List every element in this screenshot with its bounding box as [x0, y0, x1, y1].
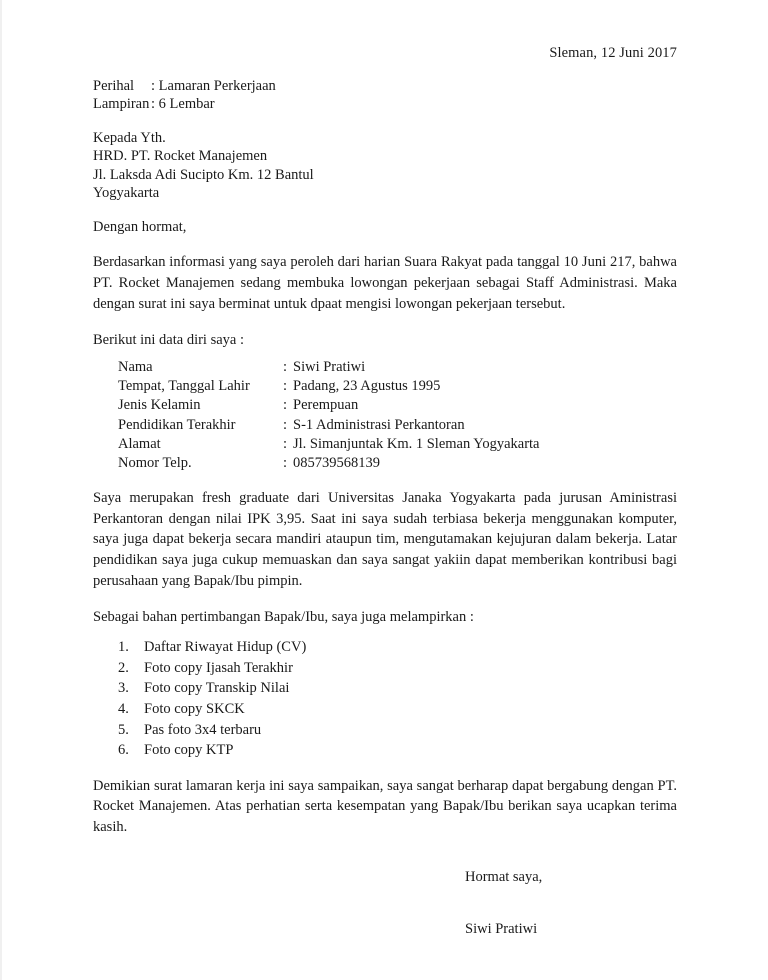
bio-separator: : [283, 435, 288, 452]
paragraph-closing: Demikian surat lamaran kerja ini saya sampaikan, saya sangat berharap dapat bergabung dengan PT. Rocket Manajemen. Atas perhatian serta kesempatan yang Bapak/Ibu berikan saya ucapkan terima kasih. [93, 777, 677, 836]
lampiran-separator: : [151, 96, 159, 113]
bio-value: 085739568139 [293, 454, 380, 471]
list-item [118, 637, 677, 658]
list-item-number: 5. [118, 721, 129, 738]
list-item [118, 699, 677, 720]
paragraph-qualifications: Saya merupakan fresh graduate dari Universitas Janaka Yogyakarta pada jurusan Aministrasi Perkantoran dengan nilai IPK 3,95. Saat ini saya sudah terbiasa bekerja menggunakan komputer, saya juga dapat bekerja secara mandiri ataupun tim, mengutamakan kejujuran dalam bekerja. Latar pendidikan saya juga cukup memuaskan dan saya sangat yakiin dapat memberikan kontribusi bagi perusahaan yang Bapak/Ibu pimpin. [93, 489, 677, 589]
list-item-label: Daftar Riwayat Hidup (CV) [144, 639, 307, 656]
list-item [118, 740, 677, 761]
perihal-separator: : [151, 77, 159, 94]
list-item-number: 6. [118, 742, 129, 759]
salutation: Dengan hormat, [93, 218, 187, 235]
list-item-label: Foto copy KTP [144, 742, 234, 759]
bio-separator: : [283, 397, 288, 414]
bio-separator: : [283, 454, 288, 471]
bio-value: Siwi Pratiwi [293, 359, 366, 376]
bio-row [118, 454, 540, 473]
subject-row-lampiran [93, 95, 677, 114]
bio-label: Jenis Kelamin [118, 397, 201, 414]
bio-label: Nama [118, 359, 153, 376]
bio-table-body [118, 358, 540, 473]
bio-intro: Berikut ini data diri saya : [93, 331, 245, 348]
recipient-block [93, 129, 677, 203]
bio-row [118, 396, 540, 415]
recipient-line-3: Jl. Laksda Adi Sucipto Km. 12 Bantul [93, 166, 314, 183]
bio-label: Nomor Telp. [118, 454, 192, 471]
bio-row [118, 377, 540, 396]
lampiran-value: 6 Lembar [158, 96, 215, 113]
list-item-number: 2. [118, 659, 129, 676]
bio-separator: : [283, 378, 288, 395]
date-line: Sleman, 12 Juni 2017 [549, 45, 677, 61]
bio-row [118, 435, 540, 454]
bio-separator: : [283, 416, 288, 433]
list-item-label: Foto copy SKCK [144, 701, 245, 718]
signature-block [93, 868, 677, 938]
list-item-label: Pas foto 3x4 terbaru [144, 721, 262, 738]
bio-row [118, 416, 540, 435]
recipient-line-2: HRD. PT. Rocket Manajemen [93, 148, 268, 165]
list-item [118, 720, 677, 741]
list-item-label: Foto copy Ijasah Terakhir [144, 659, 293, 676]
bio-label: Pendidikan Terakhir [118, 416, 236, 433]
bio-value: Jl. Simanjuntak Km. 1 Sleman Yogyakarta [293, 435, 540, 452]
recipient-line-1: Kepada Yth. [93, 129, 166, 146]
paragraph-opening: Berdasarkan informasi yang saya peroleh dari harian Suara Rakyat pada tanggal 10 Juni 217, bahwa PT. Rocket Manajemen sedang membuka lowongan pekerjaan sebagai Staff Administrasi. Maka dengan surat ini saya berminat untuk dpaat mengisi lowongan pekerjaan tersebut. [93, 254, 677, 312]
closing-phrase: Hormat saya, [465, 868, 543, 885]
bio-label: Alamat [118, 435, 161, 452]
bio-row [118, 358, 540, 377]
letter-body [93, 0, 677, 980]
scan-edge-left [0, 0, 2, 980]
bio-separator: : [283, 359, 288, 376]
bio-table [118, 358, 540, 473]
signer-name: Siwi Pratiwi [465, 920, 538, 937]
lampiran-label: Lampiran [93, 96, 150, 113]
list-item [118, 658, 677, 679]
perihal-label: Perihal [93, 77, 135, 94]
subject-block [93, 77, 677, 114]
bio-value: Padang, 23 Agustus 1995 [293, 378, 441, 395]
perihal-value: Lamaran Perkerjaan [158, 77, 276, 94]
bio-value: Perempuan [293, 397, 359, 414]
subject-row-perihal [93, 77, 677, 96]
list-item [118, 678, 677, 699]
bio-label: Tempat, Tanggal Lahir [118, 378, 250, 395]
recipient-line-4: Yogyakarta [93, 185, 160, 202]
list-item-label: Foto copy Transkip Nilai [144, 680, 290, 697]
list-item-number: 1. [118, 639, 129, 656]
attachments-list [93, 637, 677, 760]
list-item-number: 3. [118, 680, 129, 697]
attachments-intro: Sebagai bahan pertimbangan Bapak/Ibu, saya juga melampirkan : [93, 608, 474, 625]
bio-value: S-1 Administrasi Perkantoran [293, 416, 465, 433]
list-item-number: 4. [118, 701, 129, 718]
